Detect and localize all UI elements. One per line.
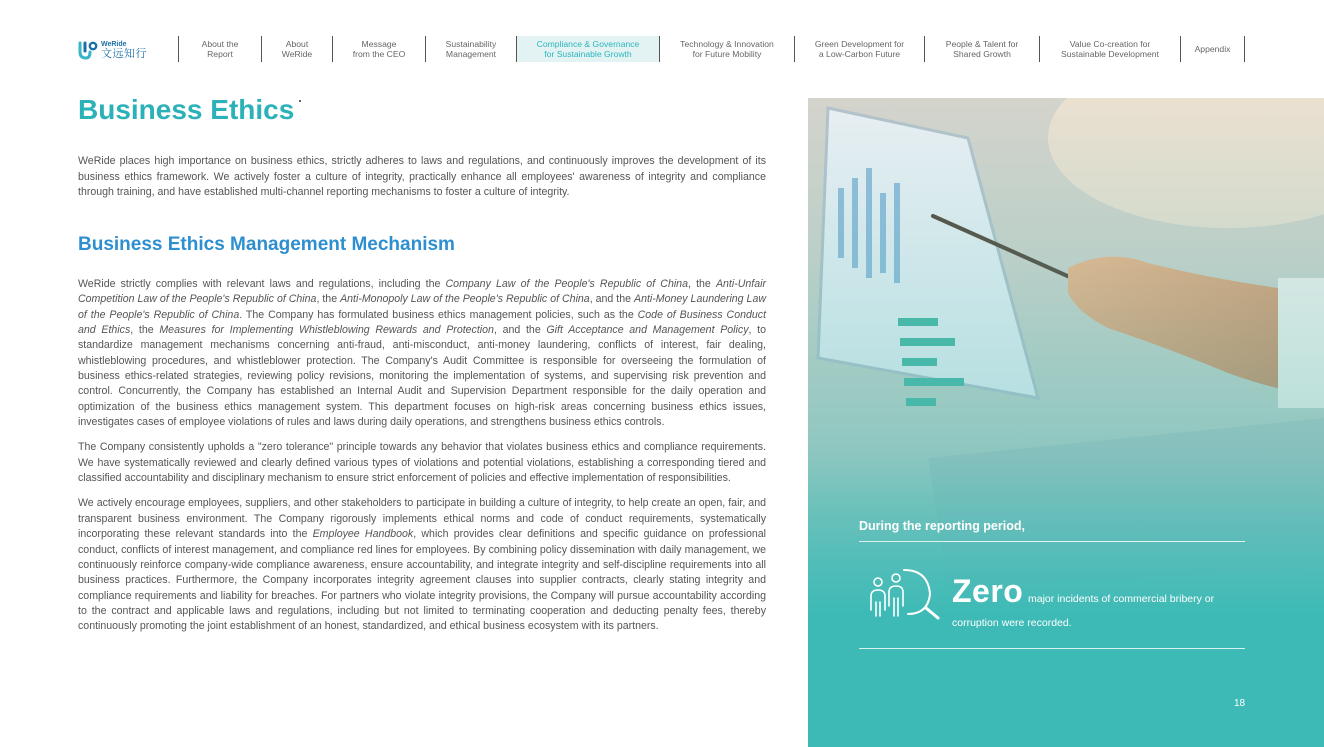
nav-compliance-governance[interactable] [516, 36, 659, 62]
decorative-dot [299, 100, 301, 102]
section-body [78, 277, 766, 645]
nav-people-talent[interactable] [924, 36, 1039, 62]
nav-label-line2: Report [207, 49, 233, 59]
nav-label-line1: Value Co-creation for [1069, 39, 1151, 49]
paragraph-zero-tolerance: The Company consistently upholds a "zero tolerance" principle towards any behavior that violates business ethics and compliance requirements. We have systematically reviewed and clearly defined various types of violations and potential violations, establishing a corresponding tiered and classified accountability and disciplinary mechanism to ensure strict enforcement of policies and effective implementation of responsibilities. [78, 441, 766, 485]
nav-value-cocreation[interactable] [1039, 36, 1180, 62]
nav-message-ceo[interactable] [332, 36, 425, 62]
hero-photo [808, 98, 1324, 747]
page-number: 18 [1234, 698, 1246, 709]
werde-logo-icon [78, 39, 98, 61]
nav-label-line2: Management [445, 49, 497, 59]
divider-line [859, 541, 1245, 542]
nav-about-weride[interactable] [261, 36, 332, 62]
zero-description: major incidents of commercial bribery or corruption were recorded. [952, 593, 1215, 629]
nav-label-line1: Message [361, 39, 397, 49]
section-title: Business Ethics Management Mechanism [78, 234, 455, 255]
people-magnifier-icon [868, 568, 940, 620]
nav-label-line1: Technology & Innovation [680, 39, 774, 49]
nav-label-line1: Sustainability [445, 39, 497, 49]
paragraph-integrity-culture: We actively encourage employees, suppliers, and other stakeholders to participate in building a culture of integrity, to help create an open, fair, and transparent business environment. The Company rigorously implements ethical norms and code of conduct requirements, systematically incorporating these relevant standards into the Employee Handbook, which provides clear definitions and specific guidance on professional conduct, conflicts of interest management, and compliance red lines for employees. By combining policy dissemination with daily management, we continuously reinforce company-wide compliance awareness, ensure accountability, and integrate integrity and self-discipline requirements into all business practices. Furthermore, the Company incorporates integrity agreement clauses into supplier contracts, clearly stating integrity and compliance requirements and liability for breaches. For partners who violate integrity provisions, the Company will pursue accountability according to the contract and applicable laws and regulations, including but not limited to terminating cooperation and deducting penalty fees, thereby continuously promoting the joint establishment of an honest, standardized, and ethical business ecosystem with its partners. [78, 497, 766, 633]
reporting-period-label: During the reporting period, [859, 519, 1025, 533]
nav-appendix[interactable] [1180, 36, 1245, 62]
nav-about-report[interactable] [178, 36, 261, 62]
werde-logo[interactable] [78, 38, 158, 62]
nav-label-line2: WeRide [281, 49, 313, 59]
intro-paragraph: WeRide places high importance on business ethics, strictly adheres to laws and regulations, and continuously improves the development of its business ethics framework. We actively foster a culture of integrity, practically enhance all employees' awareness of integrity and compliance through training, and have established multi-channel reporting mechanisms to foster a culture of integrity. [78, 155, 766, 198]
nav-label-line1: About the [201, 39, 239, 49]
zero-value: Zero [952, 573, 1024, 609]
nav-label-line2: a Low-Carbon Future [818, 49, 901, 59]
top-navigation [178, 36, 1245, 62]
nav-label-line2: from the CEO [352, 49, 406, 59]
nav-label-line1: Appendix [1194, 44, 1231, 54]
page-title: Business Ethics [78, 94, 295, 125]
nav-label-line2: for Future Mobility [692, 49, 762, 59]
nav-green-development[interactable] [794, 36, 924, 62]
nav-label-line2: Sustainable Development [1061, 49, 1159, 59]
nav-label-line1: Green Development for [814, 39, 905, 49]
nav-label-line1: Compliance & Governance [536, 39, 640, 49]
divider-line [859, 648, 1245, 649]
paragraph-policies: WeRide strictly complies with relevant laws and regulations, including the Company Law of the People's Republic of China, the Anti-Unfair Competition Law of the People's Republic of China, the Anti-Monopoly Law of the People's Republic of China, and the Anti-Money Laundering Law of the People's Republic of China. The Company has formulated business ethics management policies, such as the Code of Business Conduct and Ethics, the Measures for Implementing Whistleblowing Rewards and Protection, and the Gift Acceptance and Management Policy, to standardize management mechanisms concerning anti-fraud, anti-misconduct, anti-money laundering, conflicts of interest, fair dealing, whistleblowing procedures, and whistleblower protection. The Company's Audit Committee is responsible for overseeing the formulation of business ethics-related strategies, reviewing policy revisions, monitoring the implementation of systems, and supervising risk prevention and control. Concurrently, the Company has established an Internal Audit and Supervision Department responsible for the daily operation and optimization of the business ethics management system. This department focuses on high-risk areas concerning business ethics issues, investigates cases of employee violations of rules and laws during daily operations, and strengthens business ethics controls. [78, 278, 767, 429]
logo-text-en: WeRide [101, 40, 127, 48]
nav-label-line2: Shared Growth [953, 49, 1011, 59]
nav-label-line1: About [285, 39, 309, 49]
nav-sustainability-management[interactable] [425, 36, 516, 62]
logo-text-cn: 文远知行 [101, 47, 147, 60]
nav-label-line2: for Sustainable Growth [544, 49, 632, 59]
tablet-chart-photo [808, 98, 1324, 747]
nav-technology-innovation[interactable] [659, 36, 794, 62]
nav-label-line1: People & Talent for [945, 39, 1019, 49]
